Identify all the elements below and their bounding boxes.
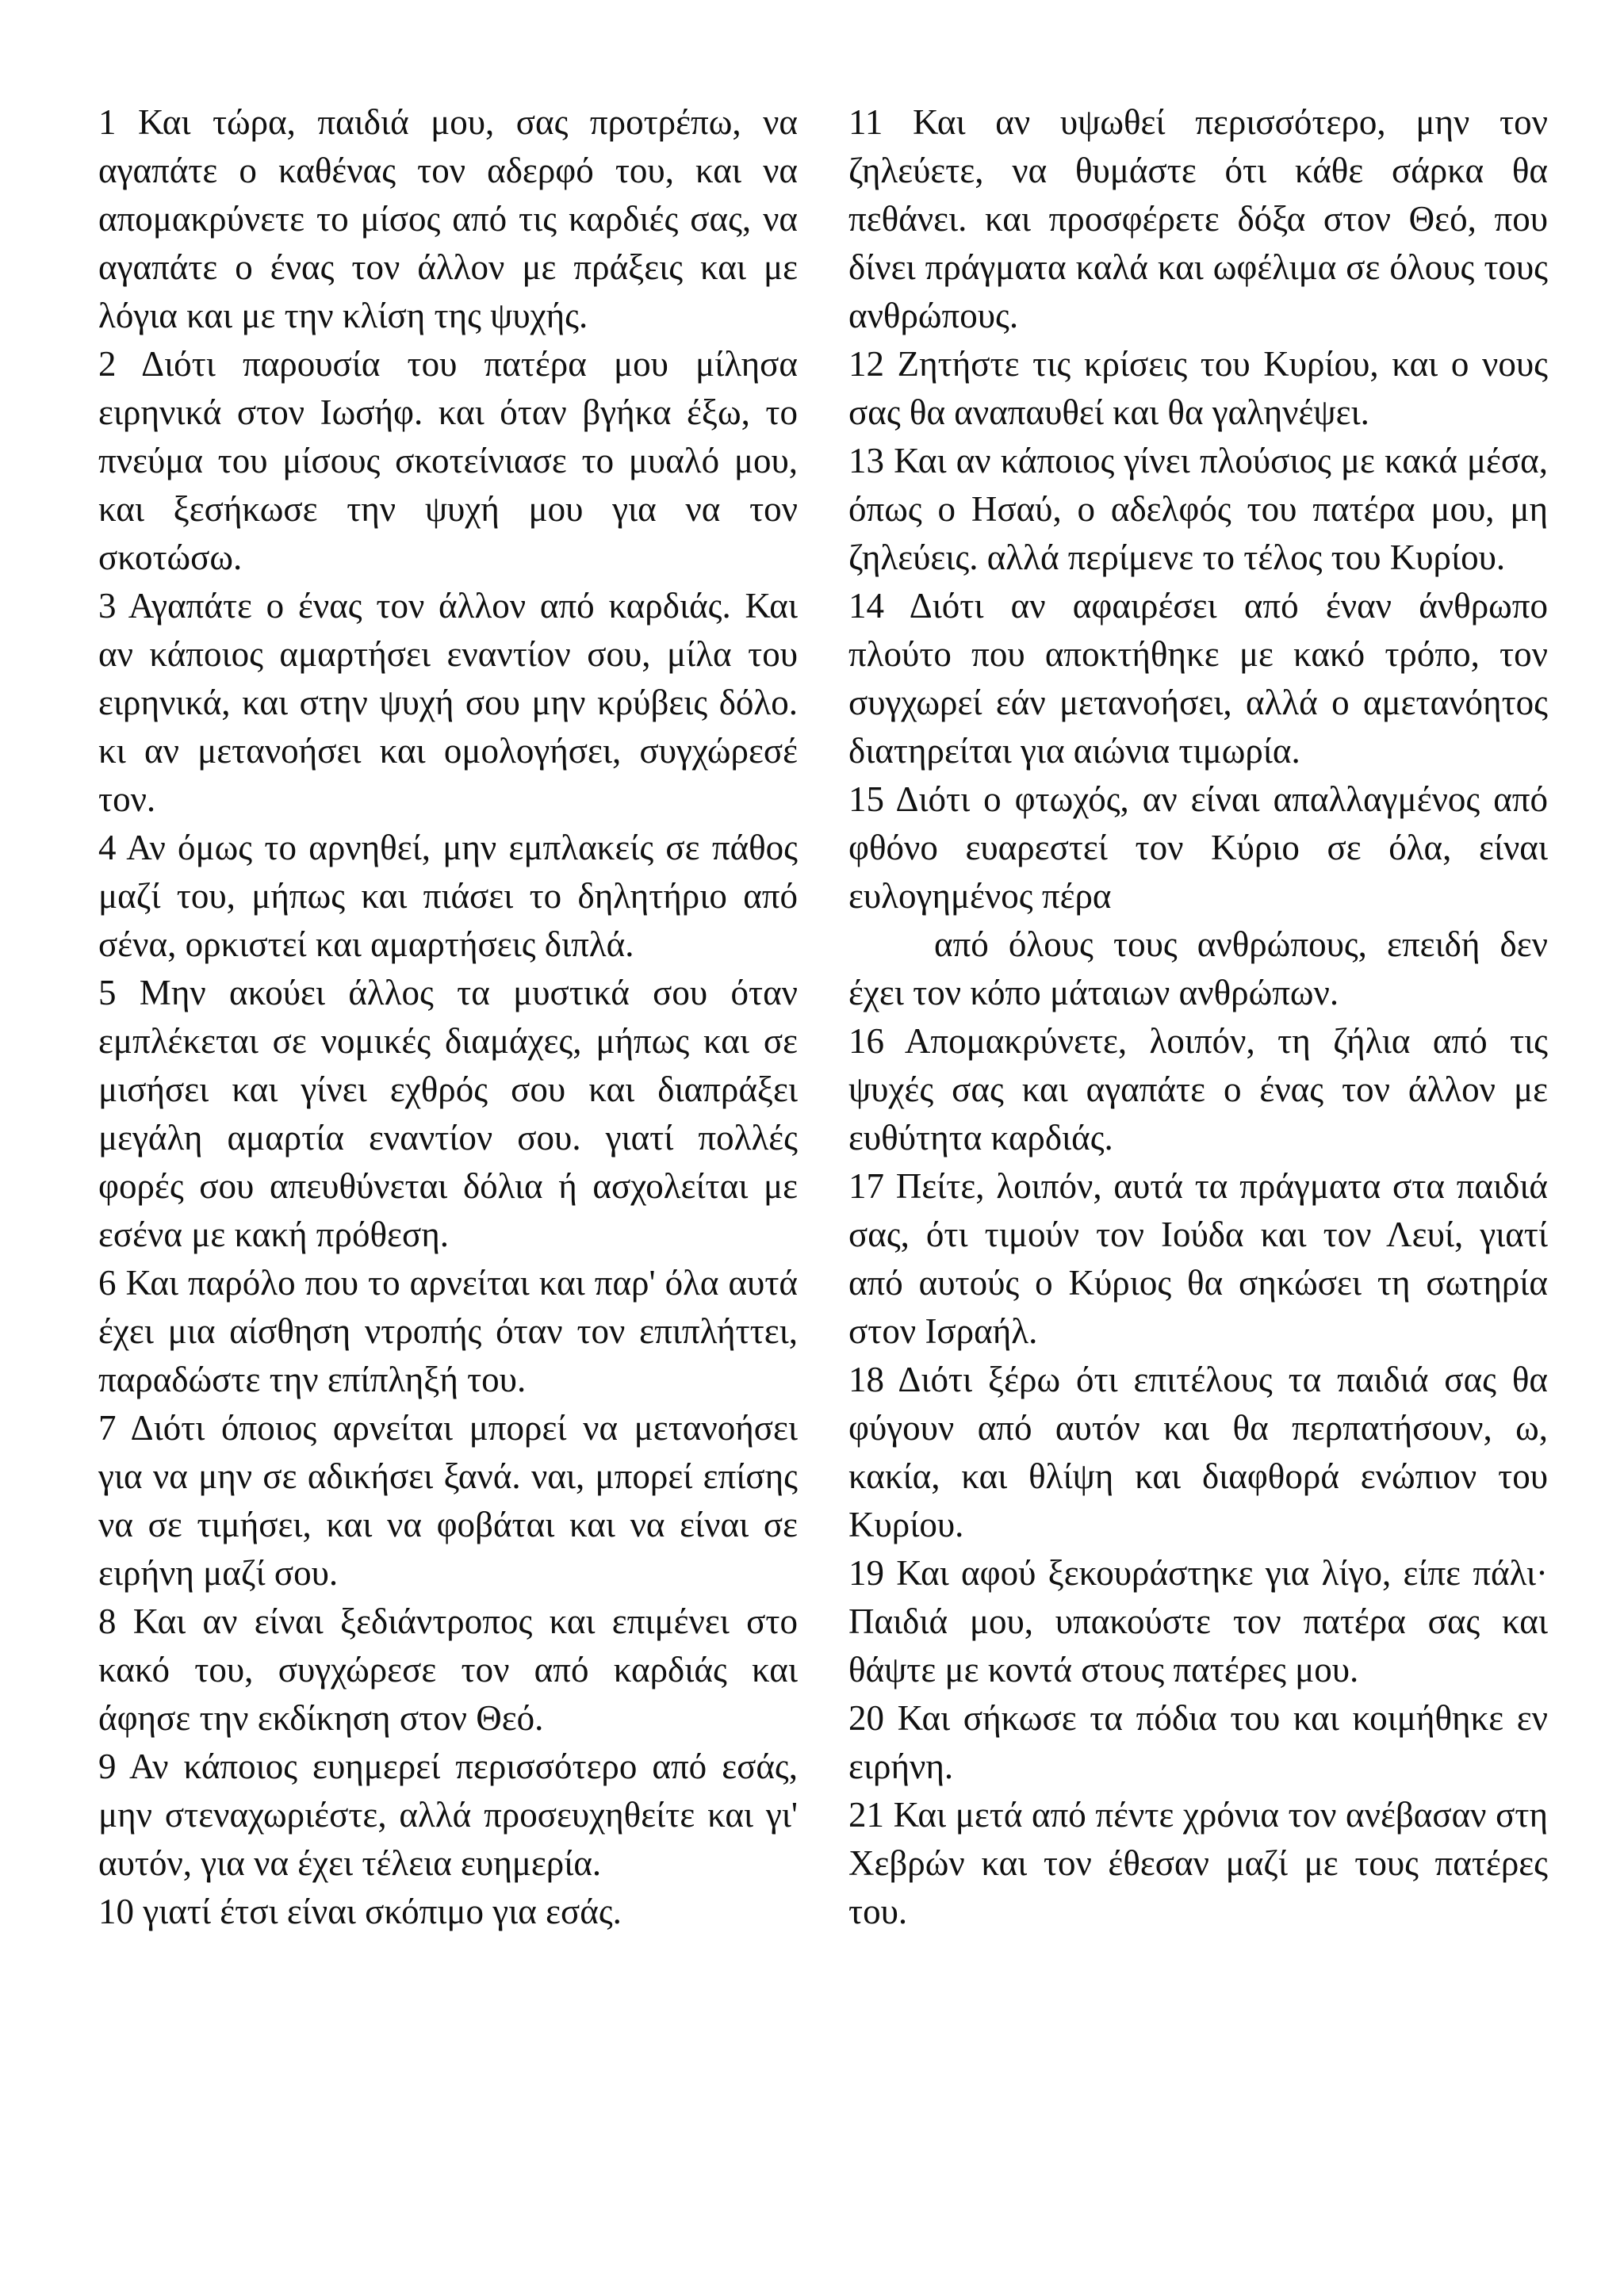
verse-2: 2 Διότι παρουσία του πατέρα μου μίλησα ειρηνικά στον Ιωσήφ. και όταν βγήκα έξω, το πνεύμα του μίσους σκοτείνιασε το μυαλό μου, και ξεσήκωσε την ψυχή μου για να τον σκοτώσω.	[98, 344, 798, 577]
verse-19: 19 Και αφού ξεκουράστηκε για λίγο, είπε πάλι· Παιδιά μου, υπακούστε τον πατέρα σας και θάψτε με κοντά στους πατέρες μου.	[848, 1553, 1548, 1689]
verse-21: 21 Και μετά από πέντε χρόνια τον ανέβασαν στη Χεβρών και τον έθεσαν μαζί με τους πατέρες του.	[848, 1795, 1548, 1931]
verse-12: 12 Ζητήστε τις κρίσεις του Κυρίου, και ο νους σας θα αναπαυθεί και θα γαληνέψει.	[848, 344, 1548, 432]
verse-4: 4 Αν όμως το αρνηθεί, μην εμπλακείς σε πάθος μαζί του, μήπως και πιάσει το δηλητήριο από σένα, ορκιστεί και αμαρτήσεις διπλά.	[98, 828, 798, 964]
verse-9: 9 Αν κάποιος ευημερεί περισσότερο από εσάς, μην στεναχωριέστε, αλλά προσευχηθείτε και γι' αυτόν, για να έχει τέλεια ευημερία.	[98, 1747, 798, 1883]
verse-5: 5 Μην ακούει άλλος τα μυστικά σου όταν εμπλέκεται σε νομικές διαμάχες, μήπως και σε μισήσει και γίνει εχθρός σου και διαπράξει μεγάλη αμαρτία εναντίον σου. γιατί πολλές φορές σου απευθύνεται δόλια ή ασχολείται με εσένα με κακή πρόθεση.	[98, 973, 798, 1254]
verse-13: 13 Και αν κάποιος γίνει πλούσιος με κακά μέσα, όπως ο Ησαύ, ο αδελφός του πατέρα μου, μη ζηλεύεις. αλλά περίμενε το τέλος του Κυρίου.	[848, 441, 1548, 577]
verse-18: 18 Διότι ξέρω ότι επιτέλους τα παιδιά σας θα φύγουν από αυτόν και θα περπατήσουν, ω, κακία, και θλίψη και διαφθορά ενώπιον του Κυρίου.	[848, 1360, 1548, 1544]
verse-6: 6 Και παρόλο που το αρνείται και παρ' όλα αυτά έχει μια αίσθηση ντροπής όταν τον επιπλήττει, παραδώστε την επίπληξή του.	[98, 1263, 798, 1399]
verse-15-text: 15 Διότι ο φτωχός, αν είναι απαλλαγμένος από φθόνο ευαρεστεί τον Κύριο σε όλα, είναι ευλογημένος πέρα	[848, 779, 1548, 916]
verse-17: 17 Πείτε, λοιπόν, αυτά τα πράγματα στα παιδιά σας, ότι τιμούν τον Ιούδα και τον Λευί, γιατί από αυτούς ο Κύριος θα σηκώσει τη σωτηρία στον Ισραήλ.	[848, 1166, 1548, 1351]
verse-14: 14 Διότι αν αφαιρέσει από έναν άνθρωπο πλούτο που αποκτήθηκε με κακό τρόπο, τον συγχωρεί εάν μετανοήσει, αλλά ο αμετανόητος διατηρείται για αιώνια τιμωρία.	[848, 586, 1548, 771]
verse-10: 10 γιατί έτσι είναι σκόπιμο για εσάς.	[98, 1892, 622, 1931]
verse-8: 8 Και αν είναι ξεδιάντροπος και επιμένει στο κακό του, συγχώρεσε τον από καρδιάς και άφησε την εκδίκηση στον Θεό.	[98, 1601, 798, 1738]
verse-15	[848, 775, 1548, 1017]
left-text-column	[98, 98, 798, 1936]
verse-7: 7 Διότι όποιος αρνείται μπορεί να μετανοήσει για να μην σε αδικήσει ξανά. ναι, μπορεί επίσης να σε τιμήσει, και να φοβάται και να είναι σε ειρήνη μαζί σου.	[98, 1408, 798, 1593]
verse-15-continuation: από όλους τους ανθρώπους, επειδή δεν έχει τον κόπο μάταιων ανθρώπων.	[848, 924, 1548, 1012]
verse-3: 3 Αγαπάτε ο ένας τον άλλον από καρδιάς. Και αν κάποιος αμαρτήσει εναντίον σου, μίλα του ειρηνικά, και στην ψυχή σου μην κρύβεις δόλο. κι αν μετανοήσει και ομολογήσει, συγχώρεσέ τον.	[98, 586, 798, 819]
verse-1: 1 Και τώρα, παιδιά μου, σας προτρέπω, να αγαπάτε ο καθένας τον αδερφό του, και να απομακρύνετε το μίσος από τις καρδιές σας, να αγαπάτε ο ένας τον άλλον με πράξεις και με λόγια και με την κλίση της ψυχής.	[98, 102, 798, 335]
right-text-column	[848, 98, 1548, 1936]
verse-16: 16 Απομακρύνετε, λοιπόν, τη ζήλια από τις ψυχές σας και αγαπάτε ο ένας τον άλλον με ευθύτητα καρδιάς.	[848, 1021, 1548, 1158]
verse-20: 20 Και σήκωσε τα πόδια του και κοιμήθηκε εν ειρήνη.	[848, 1698, 1548, 1786]
verse-11: 11 Και αν υψωθεί περισσότερο, μην τον ζηλεύετε, να θυμάστε ότι κάθε σάρκα θα πεθάνει. και προσφέρετε δόξα στον Θεό, που δίνει πράγματα καλά και ωφέλιμα σε όλους τους ανθρώπους.	[848, 102, 1548, 335]
